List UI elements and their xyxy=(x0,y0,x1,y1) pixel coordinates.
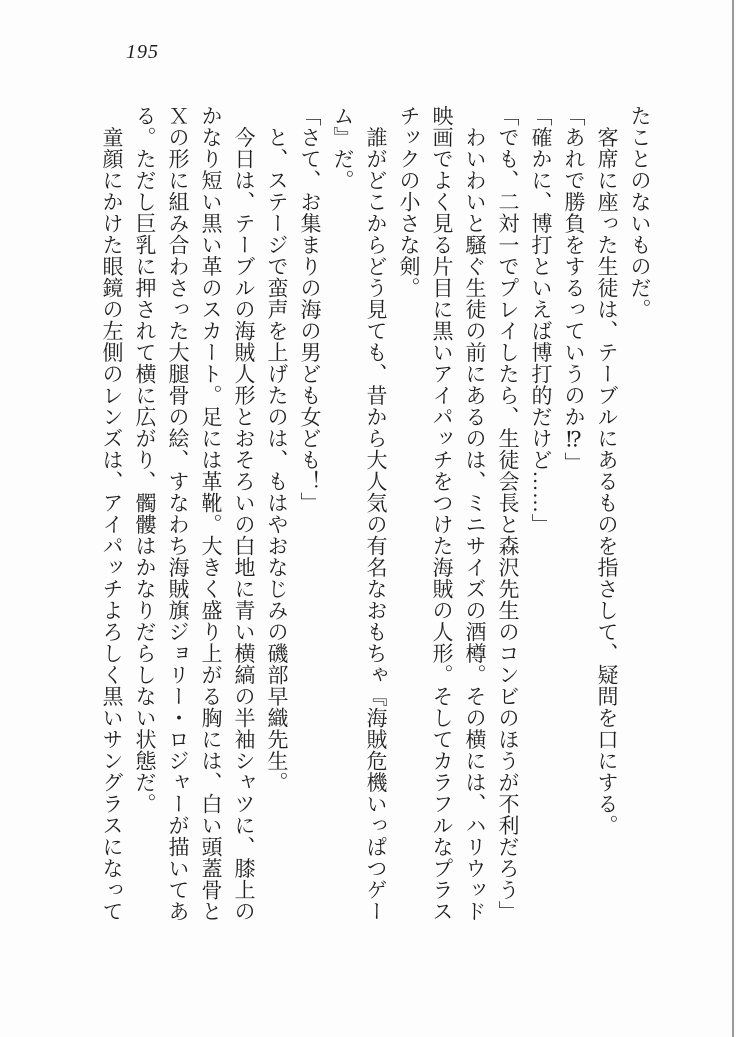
text-line-17: 童顔にかけた眼鏡の左側のレンズは、アイパッチよろしく黒いサングラスになって xyxy=(100,105,124,922)
text-line-3: 「あれで勝負をするっていうのか⁉」 xyxy=(562,105,586,474)
page-number: 195 xyxy=(126,41,159,63)
text-line-13: 今日は、テーブルの海賊人形とおそろいの白地に青い横縞の半袖シャツに、膝上の xyxy=(232,105,256,922)
vertical-text-block xyxy=(95,105,656,953)
text-line-2: 客席に座った生徒は、テーブルにあるものを指さして、疑問を口にする。 xyxy=(595,105,619,836)
text-line-8: チックの小さな剣。 xyxy=(397,105,421,299)
text-line-15: Ｘの形に組み合わさった大腿骨の絵、すなわち海賊旗ジョリー・ロジャーが描いてあ xyxy=(166,105,190,922)
page-edge-line xyxy=(732,0,734,1037)
text-line-12: と、ステージで蛮声を上げたのは、もはやおなじみの磯部早織先生。 xyxy=(265,105,289,793)
text-line-11: 「さて、お集まりの海の男ども女ども！」 xyxy=(298,105,322,514)
text-line-7: 映画でよく見る片目に黒いアイパッチをつけた海賊の人形。そしてカラフルなプラス xyxy=(430,105,454,922)
text-line-5: 「でも、二対一でプレイしたら、生徒会長と森沢先生のコンビのほうが不利だろう」 xyxy=(496,105,520,922)
text-line-1: たことのないものだ。 xyxy=(628,105,652,320)
text-line-16: る。ただし巨乳に押されて横に広がり、髑髏はかなりだらしない状態だ。 xyxy=(133,105,157,815)
text-line-6: わいわいと騒ぐ生徒の前にあるのは、ミニサイズの酒樽。その横には、ハリウッド xyxy=(463,105,487,922)
text-line-4: 「確かに、博打といえば博打的だけど……」 xyxy=(529,105,553,535)
text-line-9: 誰がどこからどう見ても、昔から大人気の有名なおもちゃ『海賊危機いっぱつゲー xyxy=(364,105,388,922)
text-line-10: ム』だ。 xyxy=(331,105,355,191)
text-line-14: かなり短い黒い革のスカート。足には革靴。大きく盛り上がる胸には、白い頭蓋骨と xyxy=(199,105,223,922)
